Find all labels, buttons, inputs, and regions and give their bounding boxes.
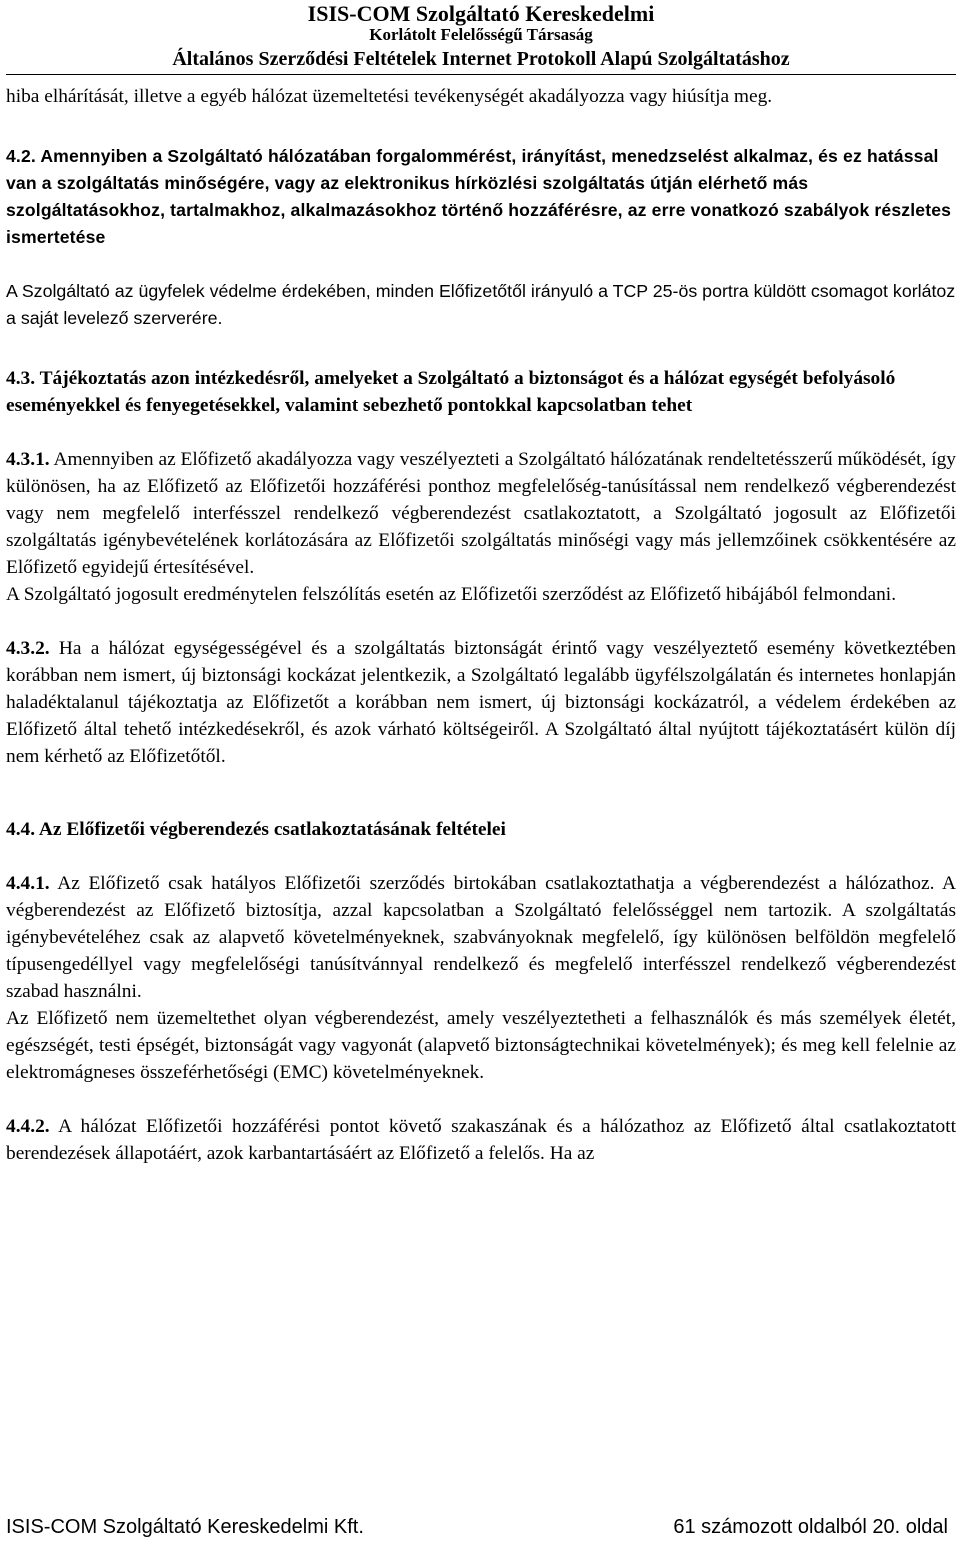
section-4-3-2-text: Ha a hálózat egységességével és a szolgáltatás biztonságát érintő vagy veszélyeztető esemény következtében korábban nem ismert, új biztonsági kockázat jelentkezik, a Szolgáltató legalább ügyfélszolgálatán és internetes honlapján haladéktalanul tájékoztatja az Előfizetőt a korábban nem ismert, új biztonsági kockázatról, a védelem érdekében az Előfizető által tehető intézkedésekről, és azok várható költségeiről. A Szolgáltató által nyújtott tájékoztatásért külön díj nem kérhető az Előfizetőtől. [6,637,956,767]
spacer [6,1086,956,1113]
section-4-4-2-paragraph [6,1113,956,1167]
section-4-3-1-text2: A Szolgáltató jogosult eredménytelen felszólítás esetén az Előfizetői szerződést az Előfizető hibájából felmondani. [6,583,897,605]
section-number: 4.4.1. [6,872,50,894]
section-4-3-2-paragraph [6,635,956,770]
section-number: 4.3.2. [6,637,50,659]
intro-paragraph: hiba elhárítását, illetve a egyéb hálózat üzemeltetési tevékenységét akadályozza vagy hiúsítja meg. [6,85,773,107]
spacer [6,843,956,870]
spacer [6,608,956,635]
document-page [6,0,956,1548]
section-4-3-1-paragraph [6,446,956,581]
header-doc-title: Általános Szerződési Feltételek Internet Protokoll Alapú Szolgáltatáshoz [172,47,790,70]
header-company-type: Korlátolt Felelősségű Társaság [369,25,593,45]
section-4-2-title: 4.2. Amennyiben a Szolgáltató hálózatában forgalommérést, irányítást, menedzselést alkalmaz, és ez hatással van a szolgáltatás minőségére, vagy az elektronikus hírközlési szolgáltatás útján elérhető más szolgáltatásokhoz, tartalmakhoz, alkalmazásokhoz történő hozzáférésre, az erre vonatkozó szabályok részletes ismertetése [6,145,952,247]
spacer [6,770,956,816]
section-number: 4.4.2. [6,1115,50,1137]
section-4-4-title: 4.4. Az Előfizetői végberendezés csatlakoztatásának feltételei [6,818,506,840]
section-4-3-1-text: Amennyiben az Előfizető akadályozza vagy veszélyezteti a Szolgáltató hálózatának rendeltetésszerű működését, így különösen, ha az Előfizető az Előfizetői hozzáférési ponthoz megfelelőség-tanúsítással nem rendelkező végberendezést vagy nem megfelelő interfésszel rendelkező végberendezést csatlakoztatott, a Szolgáltató jogosult az Előfizetői szolgáltatás igénybevételének korlátozására az Előfizetői szolgáltatás minőségi vagy más jellemzőinek csökkentésére az Előfizető egyidejű értesítésével. [6,448,956,578]
section-number: 4.3.1. [6,448,50,470]
spacer [6,251,956,278]
spacer [6,419,956,446]
section-4-4-1-paragraph [6,870,956,1005]
header-divider [6,74,956,75]
spacer [6,110,956,143]
section-4-2-text: A Szolgáltató az ügyfelek védelme érdekében, minden Előfizetőtől irányuló a TCP 25-ös portra küldött csomagot korlátoz a saját levelező szerverére. [6,280,956,328]
header-company: ISIS-COM Szolgáltató Kereskedelmi [307,1,655,26]
page-footer [6,1516,948,1539]
section-4-4-2-text: A hálózat Előfizetői hozzáférési pontot követő szakaszának és a hálózathoz az Előfizető által csatlakoztatott berendezések állapotáért, azok karbantartásáért az Előfizető a felelős. Ha az [6,1115,956,1164]
footer-company: ISIS-COM Szolgáltató Kereskedelmi Kft. [6,1516,364,1538]
section-4-4-1-text2: Az Előfizető nem üzemeltethet olyan végberendezést, amely veszélyeztetheti a felhasználók és más személyek életét, egészségét, testi épségét, biztonságát vagy vagyonát (alapvető biztonságtechnikai követelmények); és meg kell felelnie az elektromágneses összeférhetőségi (EMC) követelményeknek. [6,1007,956,1083]
spacer [6,332,956,365]
footer-page-number: 61 számozott oldalból 20. oldal [673,1516,948,1538]
page-header [6,0,956,70]
section-4-3-title: 4.3. Tájékoztatás azon intézkedésről, amelyeket a Szolgáltató a biztonságot és a hálózat egységét befolyásoló eseményekkel és fenyegetésekkel, valamint sebezhető pontokkal kapcsolatban tehet [6,367,896,416]
document-body [6,83,956,1167]
section-4-4-1-text: Az Előfizető csak hatályos Előfizetői szerződés birtokában csatlakoztathatja a végberendezést a hálózathoz. A végberendezést az Előfizető biztosítja, azzal kapcsolatban a Szolgáltató felelősséggel nem tartozik. A szolgáltatás igénybevételéhez csak az alapvető követelményeknek, szabványoknak megfelelő, így különösen belföldön megfelelő típusengedéllyel vagy megfelelőségi tanúsítvánnyal rendelkező és megfelelő interfésszel rendelkező végberendezést szabad használni. [6,872,956,1002]
